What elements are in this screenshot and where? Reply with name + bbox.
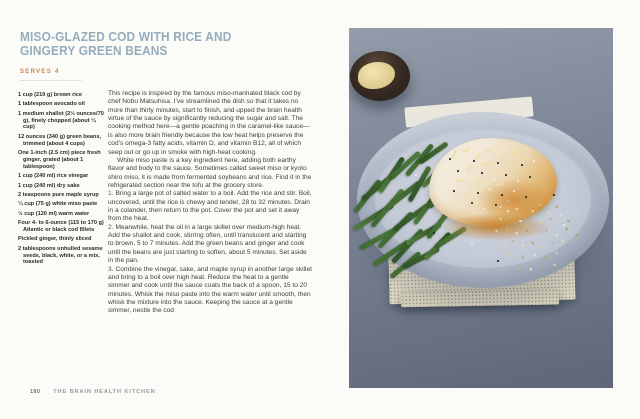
sesame-seed [485, 156, 487, 158]
ingredient-item: 2 teaspoons pure maple syrup [18, 191, 99, 198]
recipe-title-line1: MISO-GLAZED COD WITH RICE AND [20, 30, 232, 44]
sesame-seed [445, 174, 447, 176]
sesame-seed [449, 158, 451, 160]
recipe-step-3 [108, 266, 312, 316]
page-footer [30, 389, 156, 395]
sesame-seed [453, 190, 455, 192]
sesame-seed [489, 188, 491, 190]
recipe-title [20, 30, 232, 58]
book-title: THE BRAIN HEALTH KITCHEN [53, 389, 156, 395]
step-text: Combine the vinegar, sake, and maple syrup in another large skillet and bring to a boil over high heat. Reduce the heat to a gentle simmer and cook until the sauce coats the back of a spoon, 15 to 20 minutes. Whisk the miso paste into the warm water until smooth, then whisk the mixture into the sauce. Keeping the sauce at a gentle simmer, nestle the cod [108, 265, 312, 315]
sesame-seed [433, 232, 435, 234]
recipe-title-line2: GINGERY GREEN BEANS [20, 44, 168, 59]
serves-divider [20, 80, 82, 81]
ingredient-item: 12 ounces (340 g) green beans, trimmed (about 4 cups) [18, 133, 102, 147]
intro-paragraph-1: This recipe is inspired by the famous miso-marinated black cod by chef Nobu Matsuhisa. I’ve streamlined the dish so that it takes no more than thirty minutes, start to finish, and upped the brain health virtue of the sauce by significantly reducing the sugar and salt. The cooking method here—a gentle poaching in the caramel-like sauce—is also more brain friendly because the low heat helps preserve the cod’s omega-3 fatty acids, vitamin D, and vitamin B12, all of which seep out or go up in smoke with high-heat cooking. [108, 90, 310, 156]
sesame-seed [471, 202, 473, 204]
sesame-seed [465, 186, 467, 188]
step-text: Meanwhile, heat the oil in a large skillet over medium-high heat. Add the shallot and cook, stirring often, until translucent and starting to brown, 5 to 7 minutes. Add the green beans and ginger and cook until the beans are just starting to soften, about 5 minutes. Set aside in the pan. [108, 223, 307, 265]
ingredient-item: ¼ cup (75 g) white miso paste [18, 201, 98, 208]
sesame-seed [477, 192, 479, 194]
step-number: 1. [108, 190, 114, 198]
sesame-seed [513, 190, 515, 192]
sesame-seed [521, 164, 523, 166]
sesame-seed [483, 208, 485, 210]
ingredient-item: 1 cup (240 ml) rice vinegar [18, 173, 89, 180]
sesame-seeds [349, 28, 613, 388]
ingredient-item: Pickled ginger, thinly sliced [18, 236, 92, 243]
sesame-seed [497, 162, 499, 164]
sesame-seed [415, 174, 417, 176]
sesame-seed [505, 174, 507, 176]
ingredient-item: ½ cup (120 ml) warm water [18, 210, 90, 217]
sesame-seed [457, 170, 459, 172]
sesame-seed [461, 154, 463, 156]
recipe-body [108, 90, 312, 316]
page-number: 180 [30, 389, 41, 395]
ingredient-item: 1 tablespoon avocado oil [18, 101, 85, 108]
recipe-step-2 [108, 224, 312, 266]
intro-paragraph-2: White miso paste is a key ingredient here, adding both earthy flavor and body to the sauce. Sometimes called sweet miso or kyoto shiro miso, it is made from fermented soybeans and rice. Find it in the refrigerated section near the tofu at the grocery store. [108, 156, 312, 189]
ingredient-item: 1 medium shallot (2½ ounces/70 g), finely chopped (about ¼ cup) [18, 110, 104, 131]
recipe-step-1 [108, 190, 312, 223]
serves-label: SERVES 4 [20, 69, 60, 75]
sesame-seed [507, 210, 509, 212]
sesame-seed [493, 178, 495, 180]
step-number: 2. [108, 223, 114, 231]
sesame-seed [501, 194, 503, 196]
sesame-seed [525, 196, 527, 198]
sesame-seed [553, 194, 555, 196]
sesame-seed [509, 158, 511, 160]
ingredients-list [18, 92, 105, 269]
sesame-seed [517, 180, 519, 182]
sesame-seed [529, 176, 531, 178]
ingredient-item: One 1-inch (2.5 cm) piece fresh ginger, grated (about 1 tablespoon) [18, 150, 101, 170]
sesame-seed [533, 160, 535, 162]
sesame-seed [459, 206, 461, 208]
ingredient-item: Four 4- to 6-ounce (115 to 170 g) Atlantic or black cod fillets [18, 220, 104, 233]
sesame-seed [469, 176, 471, 178]
ingredient-item: 2 tablespoons unhulled sesame seeds, black, white, or a mix, toasted [18, 245, 103, 266]
step-number: 3. [108, 265, 114, 273]
sesame-seed [471, 242, 473, 244]
sesame-seed [563, 224, 565, 226]
step-text: Bring a large pot of salted water to a boil. Add the rice and stir. Boil, uncovered, until the rice is chewy and tender, 28 to 32 minutes. Drain in a colander, then return to the pot. Cover the pot and set it away from the heat. [108, 190, 312, 223]
sesame-seed [495, 204, 497, 206]
sesame-seed [497, 260, 499, 262]
food-photo [349, 28, 613, 388]
ingredient-item: 1 cup (210 g) brown rice [18, 92, 83, 98]
sesame-seed [473, 160, 475, 162]
ingredient-item: 1 cup (240 ml) dry sake [18, 182, 80, 189]
sesame-seed [481, 172, 483, 174]
